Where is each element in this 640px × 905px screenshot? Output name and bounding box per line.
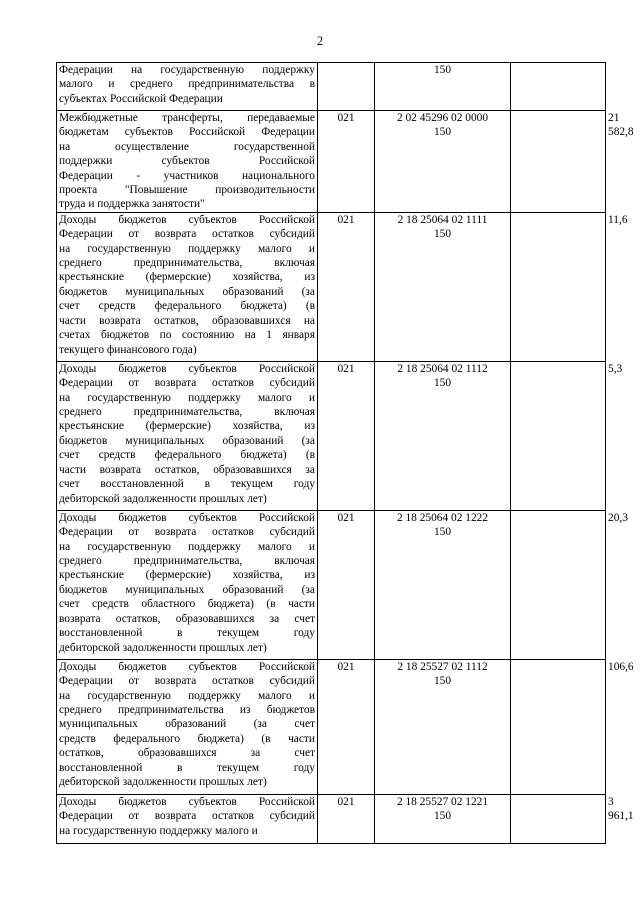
description-line: части возврата остатков, образовавшихся за	[59, 463, 315, 476]
description-line: Доходы бюджетов субъектов Российской	[59, 213, 315, 226]
admin-code-cell: 021	[318, 659, 375, 794]
budget-code-cell	[375, 361, 511, 510]
description-line: части возврата остатков, образовавшихся на	[59, 314, 315, 327]
admin-code-cell: 021	[318, 361, 375, 510]
description-line: среднего предпринимательства, включая	[59, 257, 315, 270]
budget-code-line: 150	[433, 377, 452, 390]
description-line: Доходы бюджетов субъектов Российской	[59, 362, 315, 375]
description-line: дебиторской задолженности прошлых лет)	[59, 492, 267, 505]
description-line: восстановленной в текущем году	[59, 761, 315, 774]
budget-code-cell	[375, 510, 511, 659]
description-cell	[57, 111, 318, 213]
budget-code-line: 2 02 45296 02 0000	[396, 112, 489, 124]
description-line: малого и среднего предпринимательства в	[59, 78, 315, 91]
description-line: проекта "Повышение производительности	[59, 184, 315, 197]
description-line: Федерации от возврата остатков субсидий	[59, 377, 315, 390]
description-line: муниципальных образований (за счет	[59, 718, 315, 731]
budget-code-line: 2 18 25527 02 1112	[397, 660, 488, 673]
description-line: среднего предпринимательства из бюджетов	[59, 704, 315, 717]
table-row: Межбюджетные трансферты, передаваемые бюджетам субъектов Российской Федерации на осуществление государственной поддержки субъектов Российской Федерации - участников национального проекта "Повышение производительности труда и поддержка занятости" 021 2 02 45296 02 0000 150 21 582,8	[57, 111, 606, 213]
description-line: Доходы бюджетов субъектов Российской	[59, 511, 315, 524]
table-row: Доходы бюджетов субъектов Российской Федерации от возврата остатков субсидий на государственную поддержку малого и среднего предпринимательства, включая крестьянские (фермерские) хозяйства, из бюджетов муниципальных образований (за счет средств областного бюджета) (в части возврата остатков, образовавшихся за счет восстановленной в текущем году дебиторской задолженности прошлых лет) 021 2 18 25064 02 1222 150 20,3	[57, 510, 606, 659]
description-line: счет средств областного бюджета) (в части	[59, 598, 315, 611]
description-line: крестьянские (фермерские) хозяйства, из	[59, 420, 315, 433]
description-line: счет средств федерального бюджета) (в	[59, 449, 315, 462]
description-line: среднего предпринимательства, включая	[59, 406, 315, 419]
description-line: Доходы бюджетов субъектов Российской	[59, 660, 315, 673]
admin-code-cell: 021	[318, 111, 375, 213]
revenue-table	[56, 62, 634, 844]
empty-cell	[511, 659, 606, 794]
description-line: Федерации от возврата остатков субсидий	[59, 526, 315, 539]
budget-code-line: 150	[433, 126, 452, 139]
description-line: счетах бюджетов по состоянию на 1 января	[59, 329, 315, 342]
description-cell	[57, 212, 318, 361]
budget-code-cell	[375, 794, 511, 843]
description-line: крестьянские (фермерские) хозяйства, из	[59, 271, 315, 284]
budget-code-line: 150	[433, 810, 452, 823]
description-line: бюджетов муниципальных образований (за	[59, 434, 315, 447]
empty-cell	[511, 111, 606, 213]
table-row: Доходы бюджетов субъектов Российской Федерации от возврата остатков субсидий на государственную поддержку малого и среднего предпринимательства, включая крестьянские (фермерские) хозяйства, из бюджетов муниципальных образований (за счет средств федерального бюджета) (в части возврата остатков, образовавшихся на счетах бюджетов по состоянию на 1 января текущего финансового года) 021 2 18 25064 02 1111 150 11,6	[57, 212, 606, 361]
admin-code-cell: 021	[318, 794, 375, 843]
description-line: Федерации на государственную поддержку	[59, 64, 315, 76]
budget-code-line: 2 18 25064 02 1112	[397, 362, 488, 375]
admin-code-cell: 021	[318, 212, 375, 361]
table-row: Доходы бюджетов субъектов Российской Федерации от возврата остатков субсидий на государственную поддержку малого и среднего предпринимательства из бюджетов муниципальных образований (за счет средств федерального бюджета) (в части остатков, образовавшихся за счет восстановленной в текущем году дебиторской задолженности прошлых лет) 021 2 18 25527 02 1112 150 106,6	[57, 659, 606, 794]
budget-code-cell	[375, 111, 511, 213]
budget-code-cell	[375, 659, 511, 794]
description-line: на государственную поддержку малого и	[59, 689, 315, 702]
admin-code-cell	[318, 63, 375, 111]
empty-cell	[511, 212, 606, 361]
description-line: на государственную поддержку малого и	[59, 824, 258, 837]
description-line: текущего финансового года)	[59, 343, 197, 356]
budget-code-line: 150	[433, 228, 452, 241]
description-line: Доходы бюджетов субъектов Российской	[59, 795, 315, 808]
description-line: труда и поддержка занятости"	[59, 198, 205, 211]
description-line: возврата остатков, образовавшихся за счет	[59, 612, 315, 625]
budget-code-line: 150	[433, 526, 452, 539]
description-line: дебиторской задолженности прошлых лет)	[59, 776, 267, 789]
empty-cell	[511, 63, 606, 111]
table-row: Доходы бюджетов субъектов Российской Федерации от возврата остатков субсидий на государственную поддержку малого и среднего предпринимательства, включая крестьянские (фермерские) хозяйства, из бюджетов муниципальных образований (за счет средств федерального бюджета) (в части возврата остатков, образовавшихся за счет восстановленной в текущем году дебиторской задолженности прошлых лет) 021 2 18 25064 02 1112 150 5,3	[57, 361, 606, 510]
description-cell	[57, 510, 318, 659]
description-line: средств федерального бюджета) (в части	[59, 732, 315, 745]
budget-code-line: 2 18 25064 02 1111	[397, 213, 488, 226]
description-line: на осуществление государственной	[59, 140, 315, 153]
description-line: счет восстановленной в текущем году	[59, 478, 315, 491]
description-line: среднего предпринимательства, включая	[59, 555, 315, 568]
budget-code-cell	[375, 63, 511, 111]
budget-code-line: 150	[433, 675, 452, 688]
description-line: на государственную поддержку малого и	[59, 540, 315, 553]
admin-code-cell: 021	[318, 510, 375, 659]
empty-cell	[511, 510, 606, 659]
description-line: поддержки субъектов Российской	[59, 155, 315, 168]
description-line: счет средств федерального бюджета) (в	[59, 300, 315, 313]
page-number: 2	[316, 34, 324, 48]
description-line: Федерации от возврата остатков субсидий	[59, 228, 315, 241]
table-row: Доходы бюджетов субъектов Российской Федерации от возврата остатков субсидий на государственную поддержку малого и 021 2 18 25527 02 1221 150 3 961,1	[57, 794, 606, 843]
description-line: Федерации от возврата остатков субсидий	[59, 675, 315, 688]
description-line: на государственную поддержку малого и	[59, 242, 315, 255]
description-line: Межбюджетные трансферты, передаваемые	[59, 112, 315, 124]
description-line: на государственную поддержку малого и	[59, 391, 315, 404]
budget-code-line: 2 18 25527 02 1221	[396, 795, 489, 808]
description-line: Федерации - участников национального	[59, 169, 315, 182]
description-line: дебиторской задолженности прошлых лет)	[59, 641, 267, 654]
description-line: остатков, образовавшихся за счет	[59, 747, 315, 760]
description-line: Федерации от возврата остатков субсидий	[59, 810, 315, 823]
description-line: субъектах Российской Федерации	[59, 92, 223, 105]
description-line: бюджетам субъектов Российской Федерации	[59, 126, 315, 139]
description-line: крестьянские (фермерские) хозяйства, из	[59, 569, 315, 582]
table-row	[57, 63, 606, 111]
budget-code-line: 150	[433, 64, 452, 76]
empty-cell	[511, 361, 606, 510]
description-cell	[57, 361, 318, 510]
description-cell	[57, 659, 318, 794]
revenue-table-body	[57, 63, 634, 844]
empty-cell	[511, 794, 606, 843]
description-line: бюджетов муниципальных образований (за	[59, 285, 315, 298]
budget-code-line: 2 18 25064 02 1222	[396, 511, 489, 524]
description-line: восстановленной в текущем году	[59, 627, 315, 640]
description-cell	[57, 794, 318, 843]
description-cell	[57, 63, 318, 111]
description-line: бюджетов муниципальных образований (за	[59, 583, 315, 596]
budget-code-cell	[375, 212, 511, 361]
